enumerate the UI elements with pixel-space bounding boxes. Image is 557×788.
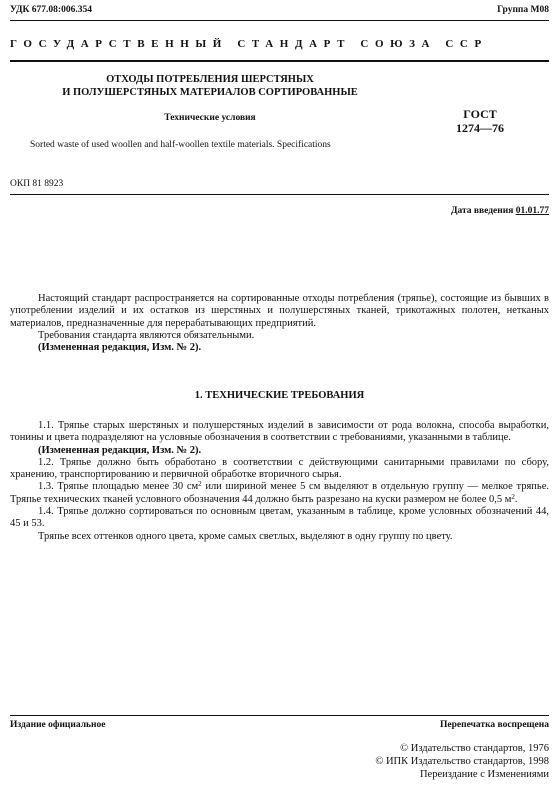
introduction-date-value: 01.01.77 [515, 206, 549, 216]
superscript-2b: 2 [511, 492, 515, 501]
section-1-body [10, 420, 549, 543]
introduction-date [451, 205, 549, 217]
intro-revision: (Измененная редакция, Изм. № 2). [38, 342, 202, 354]
udk-code: УДК 677.08:006.354 [10, 5, 92, 15]
official-edition: Издание официальное [10, 720, 106, 730]
clause-1-3: 1.3. Тряпье площадью менее 30 $см^2$ или шириной менее 5 см выделяют в отдельную группу — мелкое тряпье. Тряпье технических тканей условного обозначения 44 должно быть разрезано на куски размером не более 0,5 $м^2$. [10, 480, 549, 505]
title-line-2: И ПОЛУШЕРСТЯНЫХ МАТЕРИАЛОВ СОРТИРОВАННЫЕ [62, 87, 358, 98]
group-code: Группа М08 [497, 5, 549, 15]
okp-code: ОКП 81 8923 [10, 179, 64, 189]
clause-1-1-revision: (Измененная редакция, Изм. № 2). [38, 444, 202, 456]
gost-label: ГОСТ [463, 107, 497, 121]
clause-1-1: 1.1. Тряпье старых шерстяных и полушерстяных изделий в зависимости от рода волокна, способа выработки, тонины и цвета подразделяют на условные обозначения в соответствии с требованиями, указанными в таблице. [10, 420, 549, 444]
clause-1-4-note: Тряпье всех оттенков одного цвета, кроме самых светлых, выделяют в одну группу по цвету. [38, 530, 453, 542]
english-title: Sorted waste of used woollen and half-woollen textile materials. Specifications [30, 140, 331, 150]
intro-paragraph: Настоящий стандарт распространяется на сортированные отходы потребления (тряпье), состоящие из бывших в употреблении изделий и их остатков из шерстяных и полушерстяных тканей, трикотажных полотен, нетканых материалов, предназначенные для перерабатывающих предприятий. [10, 293, 549, 329]
clause-1-4: 1.4. Тряпье должно сортироваться по основным цветам, указанным в таблице, кроме условных обозначений 44, 45 и 53. [10, 506, 549, 530]
title-line-1: ОТХОДЫ ПОТРЕБЛЕНИЯ ШЕРСТЯНЫХ [106, 74, 314, 85]
intro-block [10, 293, 549, 354]
okp-rule [10, 194, 549, 195]
mandatory-statement: Требования стандарта являются обязательными. [38, 329, 255, 341]
copyright-1976: © Издательство стандартов, 1976 [400, 743, 549, 754]
reprint-prohibited: Перепечатка воспрещена [439, 720, 549, 730]
introduction-date-label: Дата введения [450, 206, 514, 216]
section-1-heading: 1. ТЕХНИЧЕСКИЕ ТРЕБОВАНИЯ [194, 390, 365, 401]
superscript-2: 2 [198, 480, 202, 489]
top-rule [10, 20, 549, 21]
banner-rule [10, 60, 549, 62]
state-standard-banner: ГОСУДАРСТВЕННЫЙ СТАНДАРТ СОЮЗА ССР [10, 38, 488, 50]
footer-rule [10, 715, 549, 716]
copyright-1998: © ИПК Издательство стандартов, 1998 [375, 756, 549, 767]
clause-1-2: 1.2. Тряпье должно быть обработано в соответствии с действующими санитарными правилами по сбору, хранению, транспортированию и первичной обработке вторичного сырья. [10, 456, 549, 481]
gost-number: 1274—76 [456, 121, 504, 135]
document-subtitle: Технические условия [164, 113, 256, 123]
reissue-note: Переиздание с Изменениями [419, 769, 549, 780]
